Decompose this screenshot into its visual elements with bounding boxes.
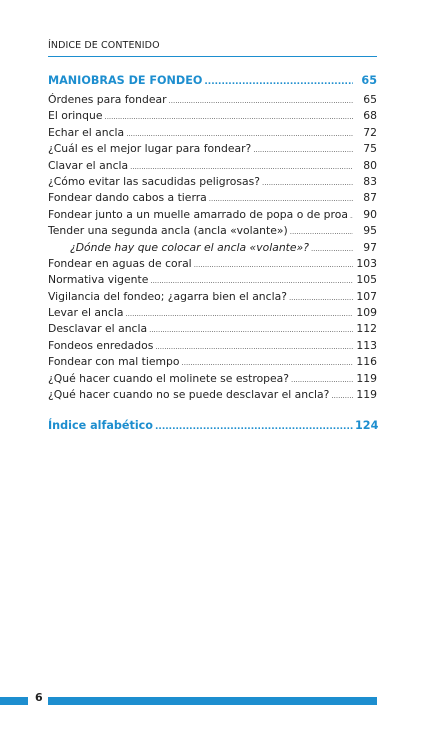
leader-dots (155, 339, 353, 355)
toc-entry-page: 105 (356, 273, 377, 287)
footer-left-bar (0, 697, 28, 705)
toc-entry-label: Levar el ancla (48, 306, 124, 320)
leader-dots (331, 388, 353, 404)
toc-entry-page: 119 (356, 388, 377, 402)
toc-entry-page: 109 (356, 306, 377, 320)
toc-entry-page: 95 (363, 224, 377, 238)
toc-entry-page: 97 (363, 240, 377, 254)
toc-index-page: 124 (355, 419, 379, 433)
leader-dots (194, 257, 353, 273)
leader-dots (311, 241, 353, 257)
toc-entry-label: Echar el ancla (48, 125, 125, 139)
leader-dots (104, 109, 353, 125)
toc-entry-page: 72 (363, 125, 377, 139)
header-rule (48, 56, 377, 57)
toc-entry-page: 80 (363, 158, 377, 172)
page-number: 6 (35, 691, 43, 704)
toc-section-maniobras[interactable] (48, 72, 377, 92)
toc-entry[interactable] (48, 338, 377, 354)
toc-entry[interactable] (48, 387, 377, 403)
leader-dots (126, 126, 353, 142)
toc-entry-label: Fondear dando cabos a tierra (48, 191, 207, 205)
toc-entry[interactable] (48, 190, 377, 206)
footer-bar (48, 697, 377, 705)
leader-dots (155, 418, 353, 436)
toc-entry[interactable] (48, 371, 377, 387)
toc-entry-label: Tender una segunda ancla (ancla «volante») (48, 224, 288, 238)
toc-entry-label: Vigilancia del fondeo; ¿agarra bien el ancla? (48, 289, 287, 303)
toc-section-indice[interactable] (48, 417, 377, 437)
toc-index-title: Índice alfabético (48, 419, 153, 433)
running-header: ÍNDICE DE CONTENIDO (48, 40, 160, 51)
toc-entry[interactable] (48, 141, 377, 157)
toc-entry[interactable] (48, 256, 377, 272)
toc-entry-label: El orinque (48, 109, 103, 123)
toc-entry-page: 75 (363, 142, 377, 156)
toc-entry[interactable] (48, 174, 377, 190)
toc-entry[interactable] (48, 321, 377, 337)
toc-entry-label: Normativa vigente (48, 273, 149, 287)
toc-entry[interactable] (48, 158, 377, 174)
toc-entry[interactable] (48, 354, 377, 370)
toc-entry-label: ¿Qué hacer cuando el molinete se estropea? (48, 371, 290, 385)
toc-entry-page: 68 (363, 109, 377, 123)
toc-entry-label: Fondeos enredados (48, 338, 154, 352)
leader-dots (290, 224, 353, 240)
toc-entry[interactable] (48, 223, 377, 239)
toc-entry-label: ¿Cuál es el mejor lugar para fondear? (48, 142, 252, 156)
toc-entry[interactable] (48, 272, 377, 288)
leader-dots (289, 290, 353, 306)
leader-dots (182, 355, 354, 371)
leader-dots (204, 73, 353, 91)
toc-entry-label: ¿Dónde hay que colocar el ancla «volante»? (70, 240, 309, 254)
leader-dots (262, 175, 353, 191)
leader-dots (209, 191, 353, 207)
leader-dots (291, 372, 353, 388)
toc-subentry[interactable] (48, 240, 377, 256)
toc-entry-page: 87 (363, 191, 377, 205)
toc-entry[interactable] (48, 207, 377, 223)
leader-dots (169, 93, 353, 109)
toc-entry[interactable] (48, 289, 377, 305)
toc-entry[interactable] (48, 125, 377, 141)
toc-entry-label: Órdenes para fondear (48, 93, 167, 106)
toc-entry-label: Fondear en aguas de coral (48, 256, 192, 270)
toc-entry-page: 119 (356, 371, 377, 385)
toc-section-title: MANIOBRAS DE FONDEO (48, 74, 203, 87)
toc-entry[interactable] (48, 92, 377, 108)
leader-dots (130, 159, 353, 175)
toc-entry-label: Desclavar el ancla (48, 322, 148, 336)
toc-entry-label: Fondear junto a un muelle amarrado de popa o de proa (48, 207, 348, 221)
toc-entry-page: 83 (363, 174, 377, 188)
toc-section-page: 65 (361, 74, 377, 87)
toc-entry-page: 112 (356, 322, 377, 336)
leader-dots (125, 306, 353, 322)
table-of-contents (48, 72, 377, 437)
leader-dots (253, 142, 353, 158)
toc-entry-page: 116 (356, 355, 377, 369)
toc-entry[interactable] (48, 108, 377, 124)
toc-entry-label: ¿Cómo evitar las sacudidas peligrosas? (48, 174, 261, 188)
toc-entry-page: 103 (356, 256, 377, 270)
leader-dots (149, 322, 353, 338)
toc-entry-label: Clavar el ancla (48, 158, 129, 172)
leader-dots (350, 208, 353, 224)
toc-entry-label: ¿Qué hacer cuando no se puede desclavar el ancla? (48, 388, 330, 402)
toc-entry[interactable] (48, 305, 377, 321)
toc-entry-label: Fondear con mal tiempo (48, 355, 180, 369)
toc-entry-page: 65 (363, 93, 377, 106)
toc-entry-page: 90 (363, 207, 377, 221)
toc-entry-page: 107 (356, 289, 377, 303)
toc-entry-page: 113 (356, 338, 377, 352)
leader-dots (150, 273, 353, 289)
section-spacer (48, 403, 377, 417)
